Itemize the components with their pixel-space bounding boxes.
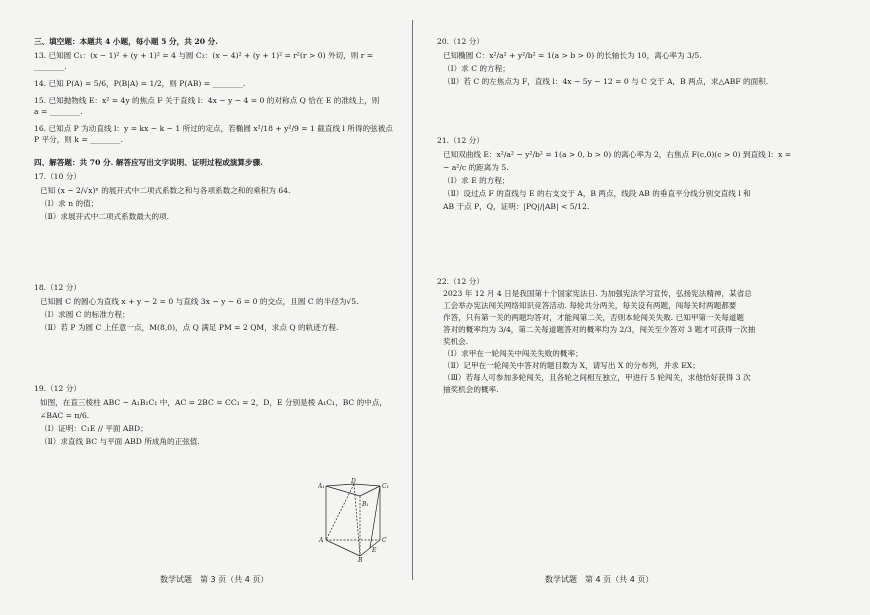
question-22-heading: 22.（12 分） — [437, 277, 484, 286]
question-19-part-2: （Ⅱ）求直线 BC 与平面 ABD 所成角的正弦值. — [40, 437, 200, 446]
label-A: A — [319, 537, 324, 544]
question-20-heading: 20.（12 分） — [437, 37, 484, 46]
question-20-body: 已知椭圆 C：x²/a² + y²/b² = 1(a > b > 0) 的长轴长为 10，离心率为 3/5. — [443, 51, 702, 60]
page-3-footer: 数学试题 第 3 页（共 4 页） — [160, 575, 269, 584]
question-21-part-2b: AB 于点 P，Q，证明：|PQ|/|AB| < 5/12. — [443, 202, 590, 211]
question-22-para-1: 2023 年 12 月 4 日是我国第十个国家宪法日. 为加强宪法学习宣传，弘扬宪法精神，某省总 — [443, 289, 752, 298]
question-22-part-3b: 抽奖机会的概率. — [443, 385, 499, 394]
page-3 — [0, 0, 415, 615]
question-19-body-2: ∠BAC = π/6. — [40, 411, 90, 420]
section-3-title: 三、填空题：本题共 4 小题，每小题 5 分，共 20 分. — [34, 37, 218, 46]
label-B1: B₁ — [362, 501, 369, 508]
question-22-part-2: （Ⅱ）记甲在一轮闯关中答对的题目数为 X，请写出 X 的分布列，并求 EX； — [443, 361, 700, 370]
question-22-para-3: 作答，只有第一关的两题均答对，才能闯第二关，否则本轮闯关失败. 已知甲第一关每道题 — [443, 313, 744, 322]
question-16-blank: P 平分，则 k = ________. — [34, 135, 123, 144]
question-19-body: 如图，在直三棱柱 ABC − A₁B₁C₁ 中，AC = 2BC = CC₁ = 2，D，E 分别是棱 A₁C₁，BC 的中点， — [40, 398, 388, 407]
question-16: 16. 已知点 P 为动直线 l：y = kx − k − 1 所过的定点，若椭圆 x²/18 + y²/9 = 1 截直线 l 所得的弦被点 — [34, 124, 393, 133]
question-21-part-1: （Ⅰ）求 E 的方程； — [443, 176, 510, 185]
label-B: B — [358, 557, 363, 562]
question-21-body: 已知双曲线 E：x²/a² − y²/b² = 1(a > 0, b > 0) 的离心率为 2，右焦点 F(c,0)(c > 0) 到直线 l：x = — [443, 150, 792, 159]
question-22-para-4: 答对的概率均为 3/4，第二关每道题答对的概率均为 2/3，闯关至少答对 3 题才可获得一次抽 — [443, 325, 756, 334]
question-17-heading: 17.（10 分） — [34, 172, 81, 181]
section-4-title: 四、解答题：共 70 分. 解答应写出文字说明、证明过程或演算步骤. — [34, 158, 263, 167]
question-15: 15. 已知抛物线 E：x² = 4y 的焦点 F 关于直线 l：4x − y − 4 = 0 的对称点 Q 恰在 E 的准线上，则 — [34, 96, 380, 105]
page-4-footer: 数学试题 第 4 页（共 4 页） — [545, 575, 654, 584]
question-13-blank: ________. — [34, 62, 67, 71]
question-20-part-1: （Ⅰ）求 C 的方程； — [443, 64, 510, 73]
question-17-part-1: （Ⅰ）求 n 的值； — [40, 199, 99, 208]
page-divider — [412, 20, 413, 580]
question-22-part-3: （Ⅲ）若每人可参加多轮闯关，且各轮之间相互独立，甲进行 5 轮闯关，求他恰好获得 3 次 — [443, 373, 751, 382]
question-14: 14. 已知 P(A) = 5/6，P(B|A) = 1/2，则 P(AB) = ________. — [34, 79, 246, 88]
question-18-part-2: （Ⅱ）若 P 为圆 C 上任意一点，M(8,0)，点 Q 满足 PM = 2 QM，求点 Q 的轨迹方程. — [40, 323, 339, 332]
question-21-part-2: （Ⅱ）设过点 F 的直线与 E 的右支交于 A，B 两点，线段 AB 的垂直平分线分别交直线 l 和 — [443, 189, 751, 198]
question-21-body-2: − a²/c 的距离为 5. — [443, 163, 509, 172]
label-D: D — [351, 478, 356, 485]
question-17-part-2: （Ⅱ）求展开式中二项式系数最大的项. — [40, 212, 170, 221]
question-21-heading: 21.（12 分） — [437, 136, 484, 145]
question-15-blank: a = ________. — [34, 107, 83, 116]
question-19-part-1: （Ⅰ）证明：C₁E // 平面 ABD； — [40, 424, 148, 433]
question-18-part-1: （Ⅰ）求圆 C 的标准方程； — [40, 310, 130, 319]
prism-figure — [318, 478, 394, 562]
label-C: C — [382, 537, 387, 544]
question-22-para-5: 奖机会. — [443, 337, 469, 346]
question-20-part-2: （Ⅱ）若 C 的左焦点为 F，直线 l：4x − 5y − 12 = 0 与 C 交于 A，B 两点，求△ABF 的面积. — [443, 77, 769, 86]
label-E: E — [372, 547, 377, 554]
prism-diagram — [318, 478, 394, 562]
label-A1: A₁ — [318, 483, 325, 490]
question-17-body: 已知 (x − 2/√x)ⁿ 的展开式中二项式系数之和与各项系数之和的乘积为 64. — [40, 186, 291, 195]
question-13: 13. 已知圆 C₁：(x − 1)² + (y + 1)² = 4 与圆 C₂：(x − 4)² + (y + 1)² = r²(r > 0) 外切，则 r = — [34, 51, 374, 60]
question-22-para-2: 工会举办宪法闯关网络知识竞答活动. 每轮共分两关，每关设有两题，闯每关时两题都要 — [443, 301, 737, 310]
page-4 — [415, 0, 870, 615]
question-22-part-1: （Ⅰ）求甲在一轮闯关中闯关失败的概率； — [443, 349, 583, 358]
question-18-heading: 18.（12 分） — [34, 283, 81, 292]
question-18-body: 已知圆 C 的圆心为直线 x + y − 2 = 0 与直线 3x − y − 6 = 0 的交点，且圆 C 的半径为√5. — [40, 297, 359, 306]
label-C1: C₁ — [382, 483, 389, 490]
question-19-heading: 19.（12 分） — [34, 384, 81, 393]
